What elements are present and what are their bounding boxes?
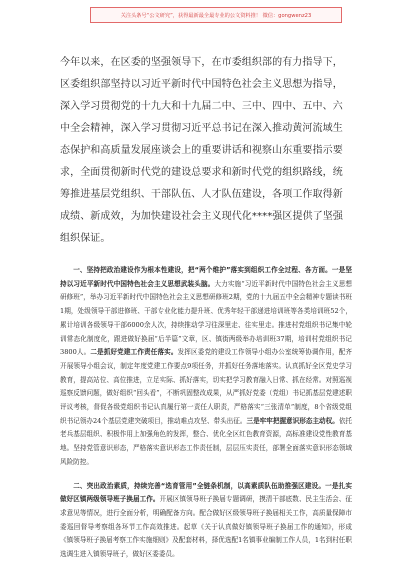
- section-1-subheading-3: 三是牢牢把握意识形态主动权。: [246, 416, 339, 425]
- section-1-body-3: 依托老兵基层组织、积极作用上加强角色的发挥，整合、优化全区红色教育资源，高标准建设党性教育基地。坚持党管意识形态，严格落实意识形态工作责任制，层层压实责任，部署全面落实意识形态领域风险防控。: [60, 416, 353, 466]
- header-banner: 关注头条号“公文研究”，获得最新最全最专业的公文资料推！ 微信：gongwenz23: [90, 7, 342, 23]
- section-1-body-2: 发挥区委党的建设工作领导小组办公室统筹协调作用，配齐开展领导小组会议，制定年度党建工作要点9项任务，并抓好任务落地落实。认真抓好全区党史学习教育，提高站位、高位推进，立足实际、抓好落实，切实把学习教育融入日常、抓在经常。对照巡视巡察反馈问题，做好组织“回头看”，不断巩固整改成果，从严抓好党委（党组）书记抓基层党建述职评议考核，督促各级党组织书记认真履行第一责任人职责，严格落实“三张清单”制度，8个省级党组织书记领办24个基层党建突破项目，推动难点攻坚、带头出征。: [60, 348, 353, 425]
- section-2-heading: 二、突出政治素质，持续完善“选育管用”全链条机制，以高素质队伍助推强区建设。一是扎实做好区镇两级领导班子换届工作。: [60, 481, 352, 504]
- document-page: [60, 52, 352, 572]
- section-1-heading: 一、坚持把政治建设作为根本性建设，把“两个维护”落实到组织工作全过程、各方面。一是坚持以习近平新时代中国特色社会主义思想武装头脑。: [60, 266, 352, 288]
- section-2-paragraph: [60, 480, 352, 562]
- section-1-subheading-2: 二是抓好党建工作责任落实。: [90, 348, 178, 357]
- intro-paragraph: 今年以来，在区委的坚强领导下，在市委组织部的有力指导下，区委组织部坚持以习近平新时代中国特色社会主义思想为指导，深入学习贯彻党的十九大和十九届二中、三中、四中、五中、六中全会精神，深入学习贯彻习近平总书记在深入推动黄河流域生态保护和高质量发展座谈会上的重要讲话和视察山东重要指示要求，全面贯彻新时代党的建设总要求和新时代党的组织路线，统筹推进基层党组织、干部队伍、人才队伍建设，各项工作取得新成绩、新成效，为加快建设社会主义现代化****强区提供了坚强组织保证。: [60, 57, 343, 244]
- section-1-paragraph: [60, 264, 352, 470]
- section-1-body: 大力实施“习近平新时代中国特色社会主义思想研修班”，举办习近平新时代中国特色社会主义思想研修班2期，党的十九届五中全会精神专题读书班1期，处级领导干部进修班、干部专业化能力提升班、优秀年轻干部递进培训班等各类培训班52个，累计培训各级领导干部6000余人次，持续推动学习往深里走、往实里走。推进村党组织书记集中轮训常态化制度化，跟进做好换届“后半篇”文章，区、镇街两级举办培训班37期，培训村党组织书记3800人。: [60, 279, 353, 357]
- section-2-body: 开展区镇领导班子换届专题调研，摸清干部底数、民主生活会、征求意见等情况，进行全面分析，明确配备方向。配合做好区级领导班子换届相关工作，高质量保障市委巡回督导考察组各环节工作高效推进。起草《关于认真做好镇领导班子换届工作的通知》，形成《镇领导班子换届考察工作实施细则》及配套材料，择优选配1名镇事业编制工作人员，1名到村任职选调生进入镇领导班子，做好区委委员。: [60, 495, 353, 559]
